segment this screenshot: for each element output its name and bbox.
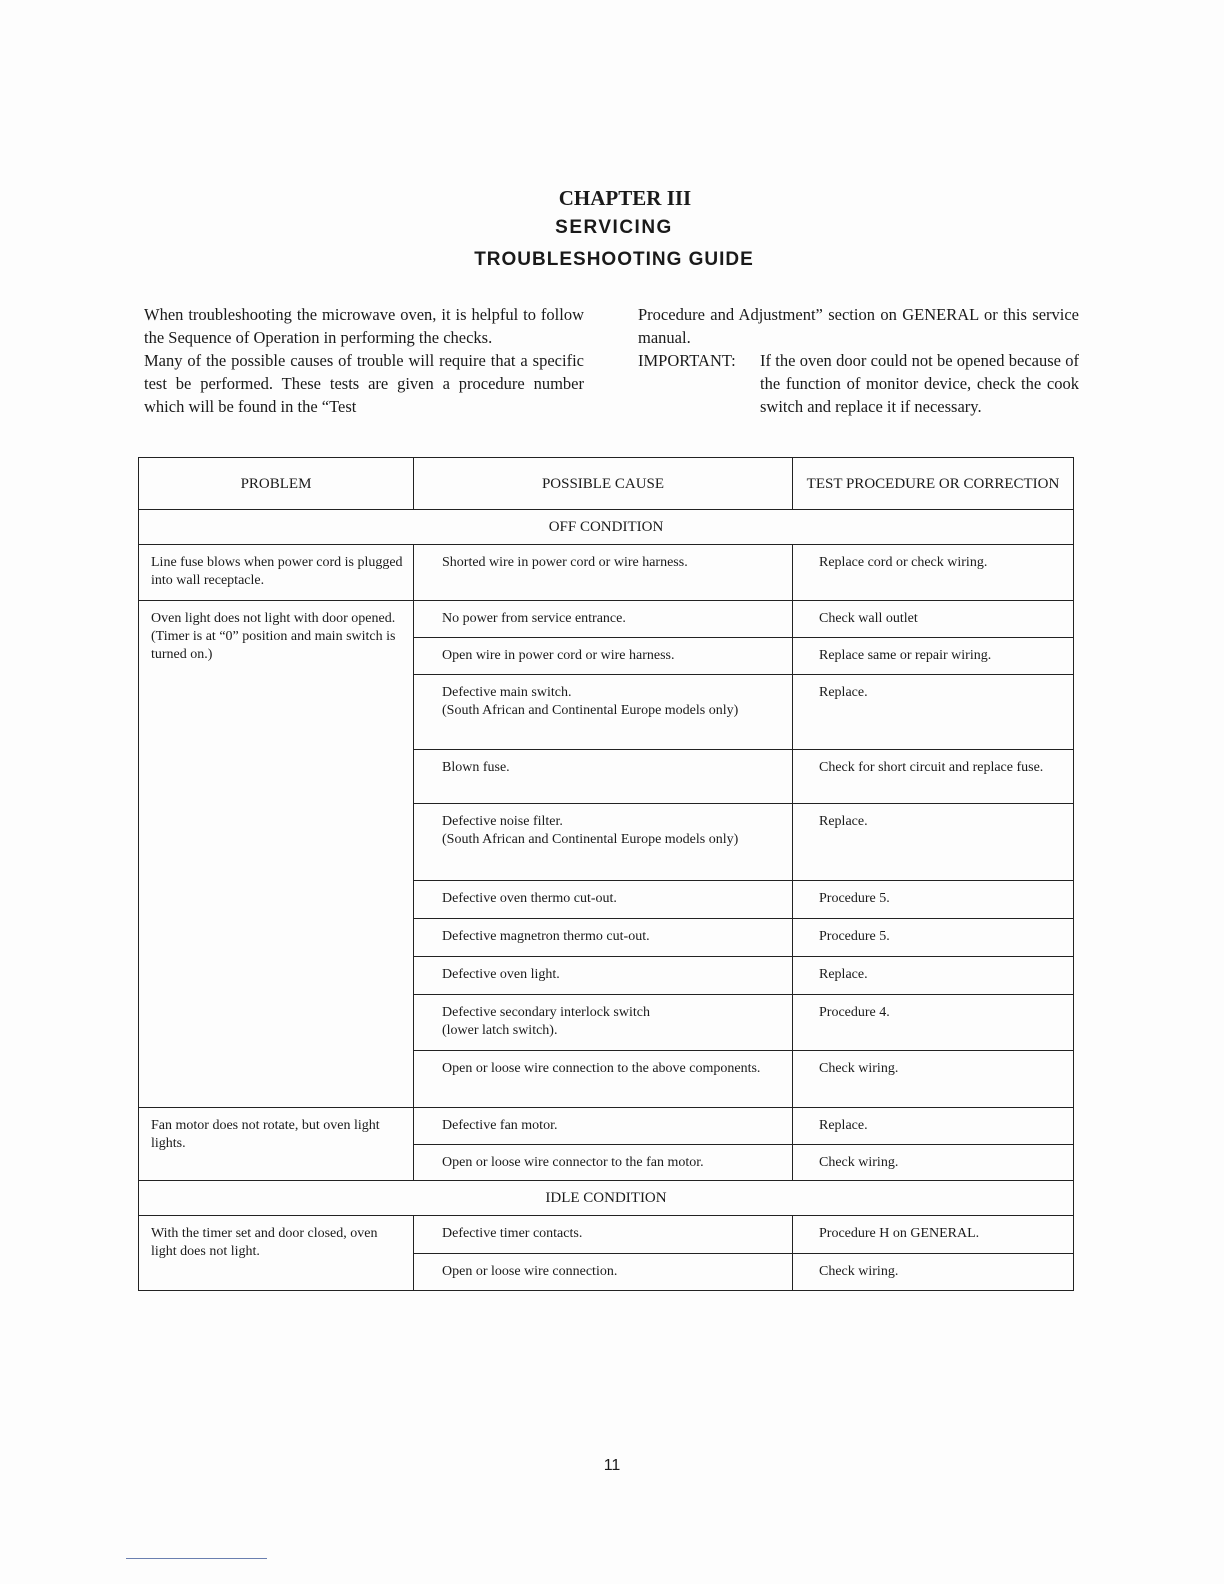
cause-cell: Open wire in power cord or wire harness. [414, 638, 793, 675]
header-possible-cause: POSSIBLE CAUSE [414, 458, 793, 510]
cause-note: (South African and Continental Europe models only) [442, 703, 739, 718]
important-note [638, 349, 1079, 418]
cause-cell: Blown fuse. [414, 750, 793, 804]
section-row [139, 510, 1074, 545]
cause-note: (South African and Continental Europe models only) [442, 832, 739, 847]
important-label: IMPORTANT: [638, 351, 736, 370]
test-cell: Replace cord or check wiring. [793, 545, 1074, 601]
header-problem: PROBLEM [139, 458, 414, 510]
intro-paragraph-2: Many of the possible causes of trouble will require that a specific test be performed. These tests are given a procedure number which will be found in the “Test [144, 351, 584, 416]
troubleshooting-table [138, 457, 1074, 1291]
cause-cell [414, 995, 793, 1051]
test-cell: Check wiring. [793, 1145, 1074, 1181]
problem-note: (Timer is at “0” position and main switch is turned on.) [151, 629, 396, 662]
page-number: 11 [603, 1457, 621, 1474]
intro-left-column [144, 303, 584, 418]
cause-cell: No power from service entrance. [414, 601, 793, 638]
test-cell: Replace. [793, 1108, 1074, 1145]
section-heading: SERVICING [555, 217, 673, 238]
cause-cell: Defective fan motor. [414, 1108, 793, 1145]
important-text: If the oven door could not be opened because of the function of monitor device, check the cook switch and replace it if necessary. [760, 351, 1079, 416]
problem-cell: Fan motor does not rotate, but oven light lights. [139, 1108, 414, 1181]
cause-cell: Shorted wire in power cord or wire harness. [414, 545, 793, 601]
test-cell: Replace. [793, 957, 1074, 995]
problem-cell: With the timer set and door closed, oven light does not light. [139, 1216, 414, 1291]
test-cell: Procedure H on GENERAL. [793, 1216, 1074, 1254]
test-cell: Replace. [793, 804, 1074, 881]
idle-condition-label: IDLE CONDITION [139, 1181, 1074, 1216]
test-cell: Procedure 4. [793, 995, 1074, 1051]
cause-note: (lower latch switch). [442, 1023, 558, 1038]
problem-text: Oven light does not light with door opened. [151, 611, 396, 626]
cause-cell: Defective oven thermo cut-out. [414, 881, 793, 919]
cause-text: Defective secondary interlock switch [442, 1005, 650, 1020]
cause-cell: Defective oven light. [414, 957, 793, 995]
cause-cell: Defective timer contacts. [414, 1216, 793, 1254]
chapter-heading: CHAPTER III [558, 186, 692, 210]
header-test-procedure: TEST PROCEDURE OR CORRECTION [793, 458, 1074, 510]
cause-cell: Open or loose wire connector to the fan motor. [414, 1145, 793, 1181]
page-title: TROUBLESHOOTING GUIDE [474, 249, 754, 270]
test-cell: Procedure 5. [793, 881, 1074, 919]
test-cell: Check for short circuit and replace fuse. [793, 750, 1074, 804]
test-cell: Check wiring. [793, 1051, 1074, 1108]
problem-cell: Line fuse blows when power cord is plugged into wall receptacle. [139, 545, 414, 601]
cause-cell [414, 804, 793, 881]
test-cell: Replace same or repair wiring. [793, 638, 1074, 675]
table-header-row [139, 458, 1074, 510]
cause-cell: Open or loose wire connection. [414, 1254, 793, 1291]
table-row [139, 601, 1074, 638]
test-cell: Check wiring. [793, 1254, 1074, 1291]
footer-rule [126, 1558, 267, 1559]
table-row [139, 545, 1074, 601]
cause-cell [414, 675, 793, 750]
table-row [139, 1108, 1074, 1145]
section-row [139, 1181, 1074, 1216]
test-cell: Check wall outlet [793, 601, 1074, 638]
test-cell: Procedure 5. [793, 919, 1074, 957]
test-cell: Replace. [793, 675, 1074, 750]
table-row [139, 1216, 1074, 1254]
intro-paragraph-3: Procedure and Adjustment” section on GENERAL or this service manual. [638, 305, 1079, 347]
intro-paragraph-1: When troubleshooting the microwave oven, it is helpful to follow the Sequence of Operation in performing the checks. [144, 305, 584, 347]
cause-text: Defective noise filter. [442, 814, 563, 829]
cause-text: Defective main switch. [442, 685, 572, 700]
cause-cell: Open or loose wire connection to the above components. [414, 1051, 793, 1108]
intro-right-column [638, 303, 1079, 418]
off-condition-label: OFF CONDITION [139, 510, 1074, 545]
problem-cell [139, 601, 414, 1108]
cause-cell: Defective magnetron thermo cut-out. [414, 919, 793, 957]
